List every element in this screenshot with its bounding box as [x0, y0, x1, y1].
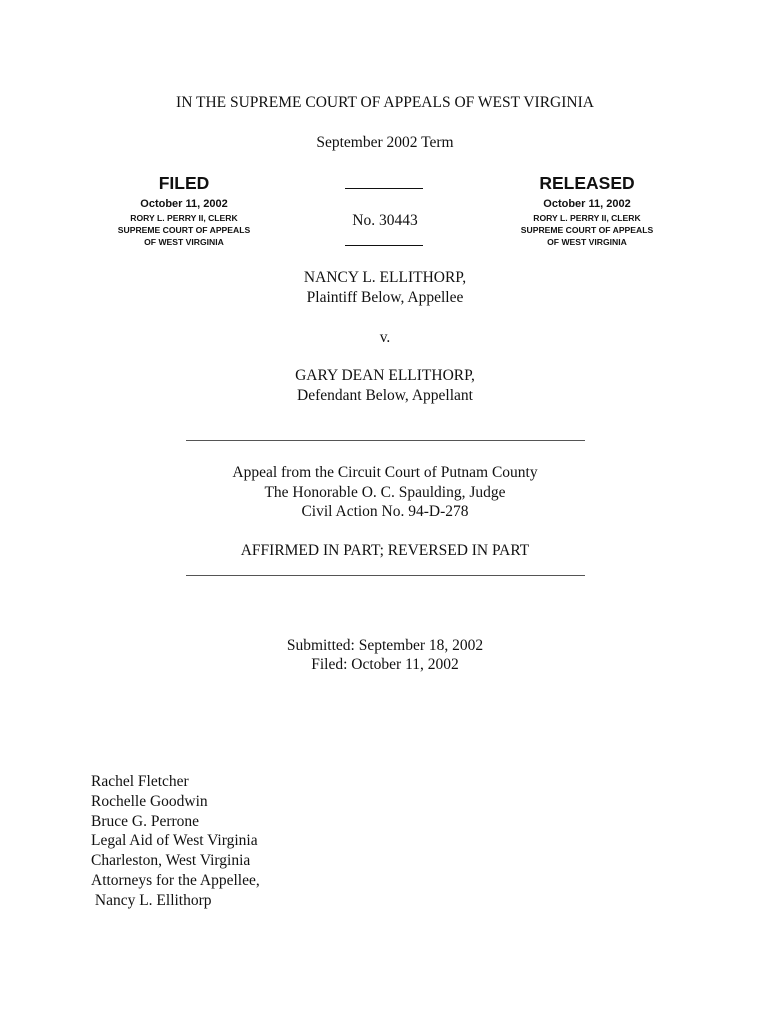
section-rule-bottom: [186, 575, 585, 576]
court-term: September 2002 Term: [316, 134, 454, 151]
filed-stamp-court: SUPREME COURT OF APPEALS: [117, 225, 251, 235]
filed-stamp-clerk: RORY L. PERRY II, CLERK: [130, 213, 238, 223]
appeal-judge: The Honorable O. C. Spaulding, Judge: [264, 484, 506, 501]
disposition: AFFIRMED IN PART; REVERSED IN PART: [240, 542, 530, 559]
section-rule-top: [186, 440, 585, 441]
civil-action-number: Civil Action No. 94-D-278: [301, 503, 469, 520]
filed-date: Filed: October 11, 2002: [311, 656, 459, 673]
versus: v.: [379, 329, 391, 346]
docket-number: No. 30443: [352, 212, 418, 229]
submitted-date: Submitted: September 18, 2002: [286, 637, 484, 654]
court-title: IN THE SUPREME COURT OF APPEALS OF WEST VIRGINIA: [176, 94, 594, 111]
released-stamp-title: RELEASED: [539, 173, 635, 193]
released-stamp-court: SUPREME COURT OF APPEALS: [520, 225, 654, 235]
attorney-line: Rachel Fletcher: [91, 773, 189, 790]
released-stamp-state: OF WEST VIRGINIA: [547, 237, 627, 247]
plaintiff-role: Plaintiff Below, Appellee: [306, 289, 464, 306]
released-stamp: [497, 173, 677, 248]
released-stamp-date: October 11, 2002: [543, 198, 631, 210]
filed-stamp-date: October 11, 2002: [140, 198, 228, 210]
attorney-line: Attorneys for the Appellee,: [91, 871, 260, 889]
filed-stamp-state: OF WEST VIRGINIA: [144, 237, 224, 247]
filed-stamp-title: FILED: [158, 173, 210, 193]
attorney-line: Legal Aid of West Virginia: [91, 832, 258, 850]
filed-stamp: [94, 173, 274, 248]
attorneys-block: [91, 772, 260, 911]
released-stamp-clerk: RORY L. PERRY II, CLERK: [533, 213, 641, 223]
docket-rule-top: [345, 188, 423, 189]
docket-rule-bottom: [345, 245, 423, 246]
attorney-line: Rochelle Goodwin: [91, 792, 208, 810]
defendant-role: Defendant Below, Appellant: [297, 387, 473, 404]
appeal-court: Appeal from the Circuit Court of Putnam County: [232, 464, 538, 481]
plaintiff-name: NANCY L. ELLITHORP,: [303, 269, 467, 286]
attorney-line: Nancy L. Ellithorp: [91, 891, 212, 909]
attorney-line: Bruce G. Perrone: [91, 812, 200, 830]
attorney-line: Charleston, West Virginia: [91, 852, 251, 870]
defendant-name: GARY DEAN ELLITHORP,: [295, 367, 475, 384]
